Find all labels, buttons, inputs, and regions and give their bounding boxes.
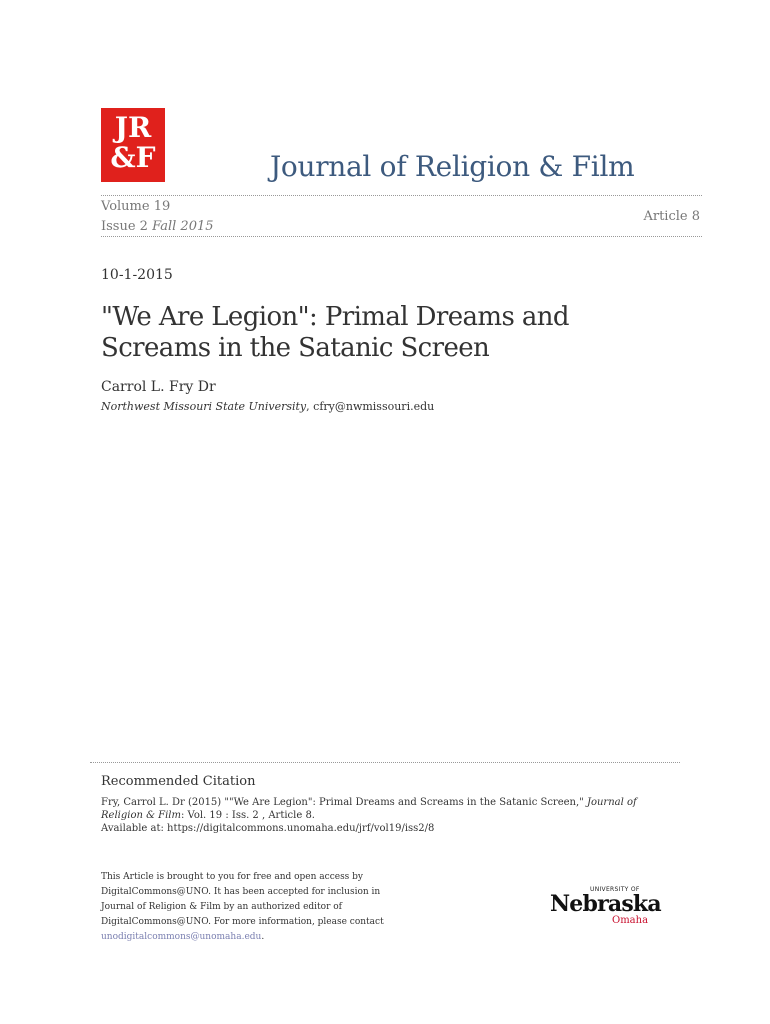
- volume-label: Volume 19: [101, 199, 171, 214]
- access-notice-end: .: [261, 932, 265, 942]
- header-divider-top: [101, 195, 702, 196]
- article-title: "We Are Legion": Primal Dreams and Screams in the Satanic Screen: [101, 302, 569, 363]
- journal-logo: [101, 108, 165, 182]
- issue-number: Issue 2: [101, 219, 148, 234]
- citation-suffix: : Vol. 19 : Iss. 2 , Article 8.: [180, 810, 315, 821]
- author-name: Carrol L. Fry Dr: [101, 379, 216, 395]
- access-notice: [101, 870, 401, 945]
- recommended-citation-heading: Recommended Citation: [101, 774, 256, 789]
- contact-email-link[interactable]: unodigitalcommons@unomaha.edu: [101, 932, 262, 942]
- author-affiliation: Northwest Missouri State University, cfry@nwmissouri.edu: [101, 400, 435, 413]
- citation-divider: [90, 762, 680, 763]
- issue-season: Fall 2015: [152, 219, 214, 234]
- logo-text-top: JR: [114, 111, 152, 144]
- omaha-wordmark: Omaha: [612, 915, 649, 926]
- nebraska-wordmark: Nebraska: [550, 891, 661, 917]
- journal-title: Journal of Religion & Film: [270, 150, 635, 183]
- author-email[interactable]: cfry@nwmissouri.edu: [313, 400, 435, 413]
- publication-date: 10-1-2015: [101, 267, 173, 283]
- citation-prefix: Fry, Carrol L. Dr (2015) ""We Are Legion": Primal Dreams and Screams in the Satanic Screen,": [101, 797, 587, 808]
- university-of-text: UNIVERSITY OF: [590, 886, 640, 893]
- issue-label: [101, 219, 214, 234]
- university-logo: [550, 886, 660, 926]
- logo-text-bottom: &F: [110, 141, 156, 174]
- article-number: Article 8: [643, 209, 700, 224]
- affiliation-institution: Northwest Missouri State University: [101, 400, 307, 413]
- citation-text: [101, 796, 676, 822]
- citation-available-link[interactable]: Available at: https://digitalcommons.unomaha.edu/jrf/vol19/iss2/8: [101, 823, 435, 834]
- citation-journal: Journal of Religion & Film: [101, 797, 637, 821]
- access-notice-text: This Article is brought to you for free and open access by DigitalCommons@UNO. It has been accepted for inclusion in Journal of Religion & Film by an authorized editor of DigitalCommons@UNO. For more information, please contact: [101, 872, 384, 927]
- header-divider-bottom: [101, 236, 702, 237]
